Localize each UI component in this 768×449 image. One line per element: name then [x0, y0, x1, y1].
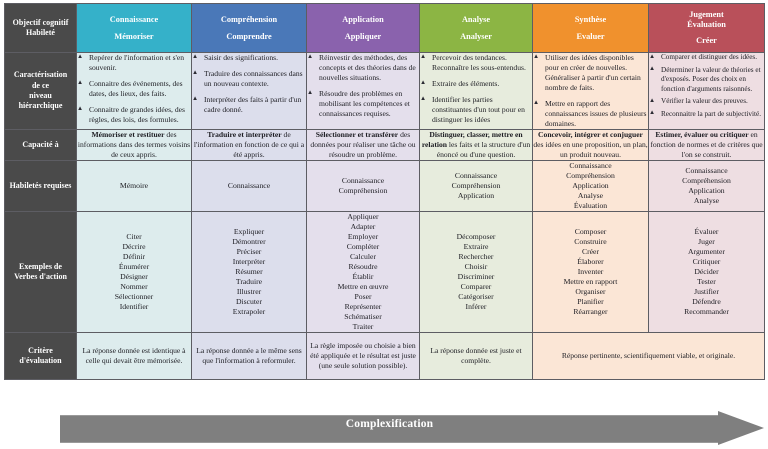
- capacite-bold-connaissance: Mémoriser et restituer: [91, 130, 165, 140]
- list-item-text: Saisir des significations.: [204, 53, 279, 62]
- list-item: Compréhension: [338, 186, 388, 196]
- row-label-habiletes: Habiletés requises: [5, 161, 77, 212]
- list-item: Extraire: [463, 242, 489, 252]
- bullet-list: [533, 53, 648, 129]
- list-item-text: Résoudre des problèmes en mobilisant les compétences et connaissances requises.: [319, 89, 410, 119]
- capacite-text-application: des données pour réaliser une tâche ou résoudre un problème.: [310, 130, 416, 160]
- list-item: [77, 105, 191, 125]
- cell-habiletes-analyse: [420, 161, 533, 212]
- list-item: Créer: [581, 247, 600, 257]
- capacite-text-synthese: des idées en une proposition, un plan, un produit nouveau.: [533, 140, 648, 160]
- list-item-text: Connaitre de grandes idées, des règles, des lois, des formules.: [89, 105, 185, 125]
- skill-list: [533, 161, 648, 211]
- capacite-bold-application: Sélectionner et transférer: [315, 130, 399, 140]
- list-item: [307, 89, 419, 119]
- capacite-bold-jugement: Estimer, évaluer ou critiquer: [655, 130, 749, 140]
- list-item: [649, 110, 764, 120]
- header-column-jugement[interactable]: [649, 4, 765, 53]
- header-column-connaissance[interactable]: [77, 4, 192, 53]
- cell-capacite-comprehension: [192, 130, 307, 161]
- list-item-text: Repérer de l'information et s'en souvenir.: [89, 53, 185, 73]
- header-verb-connaissance: Mémoriser: [114, 31, 154, 41]
- list-item: Identifier: [119, 302, 149, 312]
- cell-critere-synthese-jugement: Réponse pertinente, scientifiquement viable, et originale.: [533, 333, 765, 380]
- list-item: [77, 53, 191, 73]
- capacite-bold-analyse: Distinguer, classer, mettre en relation: [421, 130, 523, 150]
- row-label-caracterisation-line2: de ce: [31, 80, 50, 90]
- list-item: Tester: [697, 277, 716, 287]
- list-item: Décomposer: [456, 232, 496, 242]
- list-item: Justifier: [694, 287, 719, 297]
- bullet-icon: ▲: [420, 78, 427, 86]
- arrow-label: Complexification: [345, 418, 434, 430]
- verb-list: [649, 227, 764, 317]
- list-item: Calculer: [349, 252, 377, 262]
- verb-list: [192, 227, 306, 317]
- list-item: Résumer: [235, 267, 263, 277]
- row-caracterisation: [5, 53, 765, 130]
- header-level-application: Application: [342, 14, 384, 24]
- cell-capacite-synthese: [533, 130, 649, 161]
- list-item: Évaluer: [694, 227, 719, 237]
- bullet-icon: ▲: [533, 52, 540, 60]
- header-corner: [5, 4, 77, 53]
- header-column-comprehension[interactable]: [192, 4, 307, 53]
- cell-habiletes-application: [307, 161, 420, 212]
- skill-list: [192, 181, 306, 191]
- cell-habiletes-connaissance: [77, 161, 192, 212]
- cell-capacite-connaissance: [77, 130, 192, 161]
- list-item: Extrapoler: [232, 307, 266, 317]
- header-level-connaissance: Connaissance: [109, 14, 159, 24]
- list-item: Connaissance: [454, 171, 498, 181]
- bullet-list: [307, 53, 419, 119]
- list-item: Planifier: [577, 297, 604, 307]
- list-item: Analyse: [577, 191, 604, 201]
- list-item: Sélectionner: [114, 292, 154, 302]
- bullet-icon: ▲: [420, 94, 427, 102]
- skill-list: [649, 166, 764, 206]
- list-item: Définir: [122, 252, 146, 262]
- list-item-text: Identifier les parties constituantes d'un tout pour en distinguer les idées: [432, 95, 525, 125]
- list-item: Compréhension: [451, 181, 501, 191]
- list-item-text: Réinvestir des méthodes, des concepts et des théories dans de nouvelles situations.: [319, 53, 416, 83]
- list-item: Citer: [126, 232, 142, 242]
- row-label-critere: [5, 333, 77, 380]
- verb-list: [77, 232, 191, 312]
- list-item: Application: [457, 191, 495, 201]
- corner-line-1: Objectif cognitif: [12, 18, 69, 27]
- list-item: [649, 53, 764, 63]
- cell-caracterisation-comprehension: [192, 53, 307, 130]
- list-item: Rechercher: [458, 252, 494, 262]
- list-item: Résoudre: [348, 262, 378, 272]
- cell-capacite-application: [307, 130, 420, 161]
- list-item-text: Traduire des connaissances dans un nouveau contexte.: [204, 69, 303, 89]
- cell-caracterisation-analyse: [420, 53, 533, 130]
- list-item: Argumenter: [687, 247, 725, 257]
- list-item: Traiter: [352, 322, 374, 332]
- header-row: [5, 4, 765, 53]
- list-item: Élaborer: [577, 257, 604, 267]
- list-item: Compréhension: [682, 176, 731, 186]
- list-item-text: Utiliser des idées disponibles pour en créer de nouvelles. Généraliser à partir d'un certain nombre de faits.: [545, 53, 641, 93]
- cell-caracterisation-connaissance: [77, 53, 192, 130]
- cell-habiletes-synthese: [533, 161, 649, 212]
- cell-verbes-synthese: [533, 212, 649, 333]
- cell-verbes-connaissance: [77, 212, 192, 333]
- complexification-arrow: [60, 411, 764, 445]
- header-column-synthese[interactable]: [533, 4, 649, 53]
- row-label-verbes-line1: Exemples de: [19, 261, 62, 271]
- list-item: Schématiser: [344, 312, 382, 322]
- list-item: Expliquer: [233, 227, 265, 237]
- list-item: Établir: [352, 272, 374, 282]
- header-level-analyse: Analyse: [461, 14, 491, 24]
- list-item-text: Comparer et distinguer des idées.: [661, 53, 758, 61]
- bullet-list: [77, 53, 191, 125]
- row-label-caracterisation: [5, 53, 77, 130]
- bullet-icon: ▲: [77, 104, 84, 112]
- bullet-icon: ▲: [192, 68, 199, 76]
- list-item-text: Percevoir des tendances. Reconnaître les sous-entendus.: [432, 53, 526, 73]
- bullet-list: [192, 53, 306, 115]
- arrow-right-head-icon: [718, 411, 764, 445]
- list-item: Poser: [354, 292, 372, 302]
- list-item-text: Interpréter des faits à partir d'un cadre donné.: [204, 95, 302, 115]
- bullet-icon: ▲: [533, 98, 540, 106]
- list-item: Décrire: [122, 242, 146, 252]
- capacite-text-connaissance: des informations dans des termes voisins de ceux appris.: [77, 130, 191, 160]
- bullet-icon: ▲: [649, 52, 656, 60]
- list-item: Traduire: [235, 277, 263, 287]
- list-item-text: Extraire des éléments.: [432, 79, 500, 89]
- list-item: Catégoriser: [458, 292, 494, 302]
- row-label-critere-line1: Critère: [28, 345, 53, 355]
- list-item: Interpréter: [232, 257, 266, 267]
- list-item: Composer: [574, 227, 607, 237]
- list-item: Critiquer: [692, 257, 721, 267]
- bullet-icon: ▲: [192, 94, 199, 102]
- list-item: Employer: [347, 232, 379, 242]
- list-item: Compléter: [346, 242, 380, 252]
- bullet-icon: ▲: [649, 109, 656, 116]
- cell-verbes-comprehension: [192, 212, 307, 333]
- header-verb-application: Appliquer: [344, 31, 382, 41]
- header-verb-synthese: Evaluer: [576, 31, 605, 41]
- list-item: Application: [572, 181, 609, 191]
- row-label-verbes-line2: Verbes d'action: [14, 272, 67, 282]
- bullet-icon: ▲: [649, 65, 656, 72]
- list-item-text: Mettre en rapport des connaissances issues de plusieurs domaines.: [545, 99, 647, 129]
- list-item: Appliquer: [347, 212, 379, 222]
- list-item: Représenter: [344, 302, 382, 312]
- cell-capacite-jugement: [649, 130, 765, 161]
- list-item: Discriminer: [457, 272, 495, 282]
- capacite-text-analyse: les faits et la structure d'un énoncé ou d'une question.: [436, 140, 531, 160]
- list-item: [533, 53, 648, 93]
- cell-verbes-jugement: [649, 212, 765, 333]
- bullet-icon: ▲: [77, 78, 84, 86]
- list-item: Préciser: [236, 247, 262, 257]
- list-item: [192, 69, 306, 89]
- bullet-list: [420, 53, 532, 125]
- header-verb-analyse: Analyser: [460, 31, 492, 41]
- complexification-arrow-container: [60, 411, 764, 445]
- list-item-text: Reconnaitre la part de subjectivité.: [661, 109, 761, 118]
- row-capacite: [5, 130, 765, 161]
- list-item: Mettre en rapport: [563, 277, 618, 287]
- list-item: Choisir: [464, 262, 488, 272]
- list-item: Énumérer: [118, 262, 150, 272]
- list-item: [420, 53, 532, 73]
- skill-list: [420, 171, 532, 201]
- list-item: Désigner: [120, 272, 148, 282]
- header-verb-comprehension: Comprendre: [226, 31, 272, 41]
- list-item: Défendre: [692, 297, 721, 307]
- cell-caracterisation-application: [307, 53, 420, 130]
- cell-habiletes-comprehension: [192, 161, 307, 212]
- list-item: Organiser: [575, 287, 606, 297]
- list-item: Discuter: [235, 297, 263, 307]
- list-item: [420, 79, 532, 89]
- cell-verbes-analyse: [420, 212, 533, 333]
- capacite-bold-comprehension: Traduire et interpréter: [207, 130, 282, 140]
- list-item: Connaissance: [685, 166, 728, 176]
- row-habiletes: [5, 161, 765, 212]
- verb-list: [420, 232, 532, 312]
- list-item: Démontrer: [232, 237, 266, 247]
- bullet-icon: ▲: [307, 52, 314, 60]
- bullet-icon: ▲: [192, 52, 199, 60]
- list-item: Construire: [574, 237, 607, 247]
- row-label-critere-line2: d'évaluation: [19, 356, 62, 366]
- list-item: Mettre en œuvre: [337, 282, 389, 292]
- bullet-icon: ▲: [77, 52, 84, 60]
- header-level-comprehension: Compréhension: [220, 14, 278, 24]
- row-label-caracterisation-line1: Caractérisation: [13, 70, 68, 80]
- taxonomy-matrix: [4, 3, 765, 380]
- row-label-caracterisation-line4: hiérarchique: [18, 101, 63, 111]
- bullet-icon: ▲: [307, 88, 314, 96]
- list-item: Illustrer: [236, 287, 262, 297]
- list-item: Évaluation: [573, 201, 608, 211]
- cell-verbes-application: [307, 212, 420, 333]
- list-item-text: Déterminer la valeur de théories et d'exposés. Poser des choix en fonction d'arguments raisonnés.: [661, 65, 761, 93]
- list-item: Juger: [698, 237, 715, 247]
- row-label-caracterisation-line3: niveau: [29, 91, 52, 101]
- cell-capacite-analyse: [420, 130, 533, 161]
- list-item: Inférer: [465, 302, 487, 312]
- cell-caracterisation-jugement: [649, 53, 765, 130]
- list-item: Décider: [694, 267, 719, 277]
- cell-critere-analyse: La réponse donnée est juste et complète.: [420, 333, 533, 380]
- skill-list: [307, 176, 419, 196]
- list-item: [307, 53, 419, 83]
- row-verbes: [5, 212, 765, 333]
- list-item: Connaissance: [569, 161, 612, 171]
- list-item: Connaissance: [341, 176, 385, 186]
- cell-habiletes-jugement: [649, 161, 765, 212]
- capacite-bold-synthese: Concevoir, intégrer et conjuguer: [538, 130, 643, 140]
- header-level-jugement-line2: Évaluation: [687, 19, 726, 29]
- capacite-text-comprehension: de l'information en fonction de ce qui a été appris.: [193, 130, 305, 160]
- verb-list: [533, 227, 648, 317]
- header-column-application[interactable]: [307, 4, 420, 53]
- capacite-text-jugement: en fonction de normes et de critères que l'on se construit.: [650, 130, 763, 160]
- bullet-icon: ▲: [420, 52, 427, 60]
- header-column-analyse[interactable]: [420, 4, 533, 53]
- skill-list: [77, 181, 191, 191]
- cell-caracterisation-synthese: [533, 53, 649, 130]
- corner-line-2: Habileté: [26, 28, 55, 37]
- list-item: [649, 97, 764, 107]
- bullet-icon: ▲: [649, 96, 656, 104]
- list-item: Compréhension: [566, 171, 615, 181]
- list-item: [649, 66, 764, 95]
- bullet-list: [649, 53, 764, 119]
- list-item: [533, 99, 648, 129]
- list-item: Comparer: [460, 282, 492, 292]
- list-item: Application: [688, 186, 725, 196]
- header-level-synthese: Synthèse: [574, 14, 607, 24]
- row-label-verbes: [5, 212, 77, 333]
- list-item: [420, 95, 532, 125]
- list-item-text: Vérifier la valeur des preuves.: [661, 97, 748, 105]
- header-verb-jugement: Créer: [696, 36, 717, 46]
- list-item: Nommer: [120, 282, 148, 292]
- row-critere: [5, 333, 765, 380]
- list-item-text: Connaitre des événements, des dates, des lieux, des faits.: [89, 79, 183, 99]
- row-label-capacite: Capacité à: [5, 130, 77, 161]
- list-item: [77, 79, 191, 99]
- cell-critere-comprehension: La réponse donnée a le même sens que l'information à reformuler.: [192, 333, 307, 380]
- list-item: Mémoire: [119, 181, 149, 191]
- list-item: Recommander: [684, 307, 729, 317]
- header-level-jugement-line1: Jugement: [689, 9, 724, 19]
- list-item: Inventer: [577, 267, 604, 277]
- list-item: [192, 95, 306, 115]
- cell-critere-application: La règle imposée ou choisie a bien été appliquée et le résultat est juste (une seule solution possible).: [307, 333, 420, 380]
- list-item: Analyse: [693, 196, 720, 206]
- cell-critere-connaissance: La réponse donnée est identique à celle qui devait être mémorisée.: [77, 333, 192, 380]
- list-item: [192, 53, 306, 63]
- list-item: Réarranger: [573, 307, 608, 317]
- list-item: Adapter: [350, 222, 376, 232]
- list-item: Connaissance: [227, 181, 271, 191]
- verb-list: [307, 212, 419, 332]
